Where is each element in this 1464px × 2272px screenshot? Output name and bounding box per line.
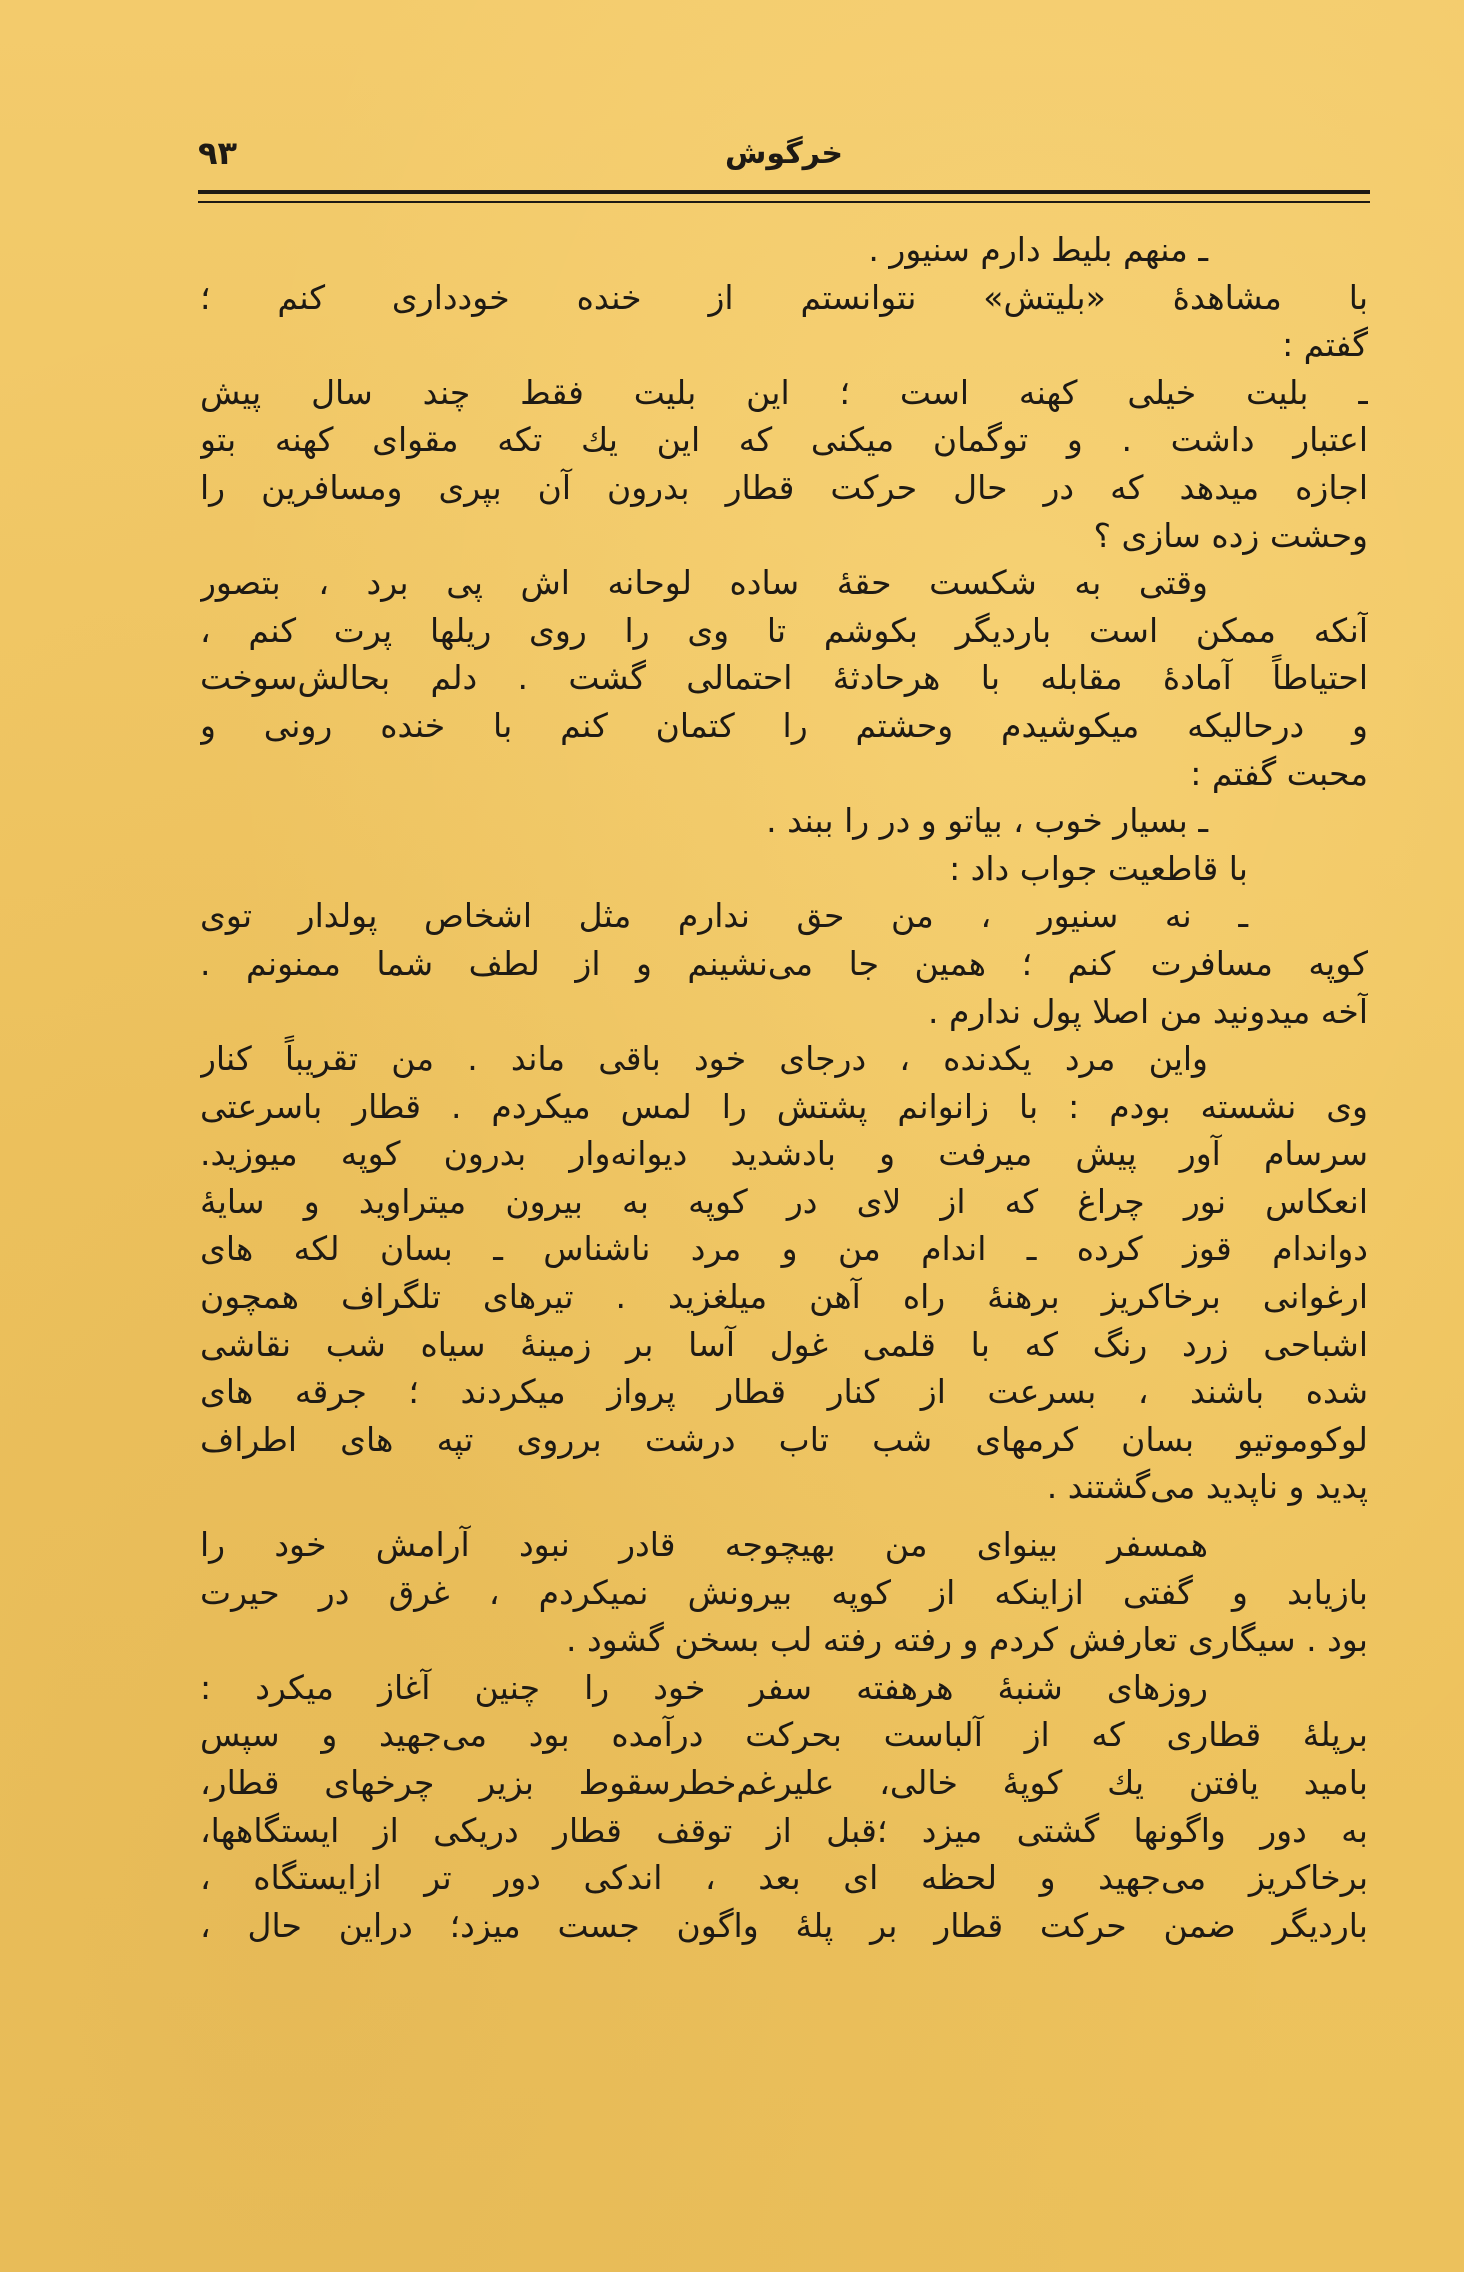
header-rule-thin [198, 201, 1370, 203]
text-line: گفتم : [1282, 325, 1368, 365]
text-line: اجازه میدهد که در حال حرکت قطار بدرون آن بپری ومسافرین را [200, 467, 1368, 507]
text-line: به دور واگونها گشتی میزد ؛قبل از توقف قطار دریکی از ایستگاهها، [200, 1810, 1368, 1850]
text-line: کوپه مسافرت کنم ؛ همین جا می‌نشینم و از لطف شما ممنونم . [200, 943, 1368, 983]
text-line: ـ منهم بلیط دارم سنیور . [868, 230, 1208, 269]
text-line: ـ بلیت خیلی کهنه است ؛ این بلیت فقط چند سال پیش [200, 372, 1368, 412]
text-line: برخاکریز می‌جهید و لحظه ای بعد ، اندکی دور تر ازایستگاه ، [200, 1858, 1368, 1898]
text-line: لوکوموتیو بسان کرمهای شب تاب درشت برروی تپه های اطراف [200, 1419, 1368, 1459]
text-line: و درحالیکه میکوشیدم وحشتم را کتمان کنم با خنده رونی و [200, 705, 1368, 745]
text-line: وقتی به شکست حقهٔ ساده لوحانه اش پی برد ، بتصور [200, 563, 1208, 603]
text-line: آنکه ممکن است باردیگر بکوشم تا وی را روی ریلها پرت کنم ، [200, 610, 1368, 650]
text-line: ـ بسیار خوب ، بیاتو و در را ببند . [766, 801, 1208, 841]
text-line: وحشت زده سازی ؟ [1093, 515, 1368, 555]
text-line: محبت گفتم : [1190, 753, 1368, 793]
text-line: وی نشسته بودم : با زانوانم پشتش را لمس میکردم . قطار باسرعتی [200, 1086, 1368, 1126]
text-line: بامید یافتن یك کوپهٔ خالی، علیرغم‌خطرسقوط بزیر چرخهای قطار، [200, 1763, 1368, 1802]
text-line: ـ نه سنیور ، من حق ندارم مثل اشخاص پولدار توی [200, 896, 1248, 936]
text-line: اعتبار داشت . و توگمان میکنی که این یك تکه مقوای کهنه بتو [200, 420, 1368, 460]
text-line: احتیاطاً آمادهٔ مقابله با هرحادثهٔ احتمالی گشت . دلم بحالش‌سوخت [200, 658, 1368, 698]
text-line: انعکاس نور چراغ که از لای در کوپه به بیرون میتراوید و سایهٔ [200, 1181, 1368, 1221]
text-line: ارغوانی برخاکریز برهنهٔ راه آهن میلغزید . تیرهای تلگراف همچون [200, 1277, 1368, 1317]
text-line: با قاطعیت جواب داد : [949, 848, 1248, 888]
text-line: همسفر بینوای من بهیچوجه قادر نبود آرامش خود را [200, 1525, 1208, 1565]
page-header [198, 130, 1370, 186]
body-text [200, 226, 1368, 1949]
header-rule-thick [198, 190, 1370, 194]
page-number: ۹۳ [198, 134, 238, 172]
text-line: سرسام آور پیش میرفت و بادشدید دیوانه‌وار بدرون کوپه میوزید. [200, 1134, 1368, 1174]
text-line: با مشاهدهٔ «بلیتش» نتوانستم از خنده خودداری کنم ؛ [200, 277, 1368, 317]
text-line: روزهای شنبهٔ هرهفته سفر خود را چنین آغاز میکرد : [200, 1667, 1208, 1707]
text-line: اشباحی زرد رنگ که با قلمی غول آسا بر زمینهٔ سیاه شب نقاشی [200, 1324, 1368, 1364]
running-title: خرگوش [725, 136, 843, 171]
text-line: بود . سیگاری تعارفش کردم و رفته رفته لب بسخن گشود . [566, 1620, 1368, 1660]
text-line: آخه میدونید من اصلا پول ندارم . [928, 991, 1368, 1031]
text-line: پدید و ناپدید می‌گشتند . [1046, 1467, 1368, 1507]
text-line: برپلهٔ قطاری که از آلباست بحرکت درآمده بود می‌جهید و سپس [200, 1715, 1368, 1755]
text-line: واین مرد یکدنده ، درجای خود باقی ماند . من تقریباً کنار [200, 1039, 1208, 1079]
text-line: باردیگر ضمن حرکت قطار بر پلهٔ واگون جست میزد؛ دراین حال ، [200, 1905, 1368, 1945]
text-line: دواندام قوز کرده ـ اندام من و مرد ناشناس ـ بسان لکه های [200, 1229, 1368, 1269]
text-line: بازیابد و گفتی ازاینکه از کوپه بیرونش نمیکردم ، غرق در حیرت [200, 1572, 1368, 1612]
text-line: شده باشند ، بسرعت از کنار قطار پرواز میکردند ؛ جرقه های [200, 1372, 1368, 1412]
